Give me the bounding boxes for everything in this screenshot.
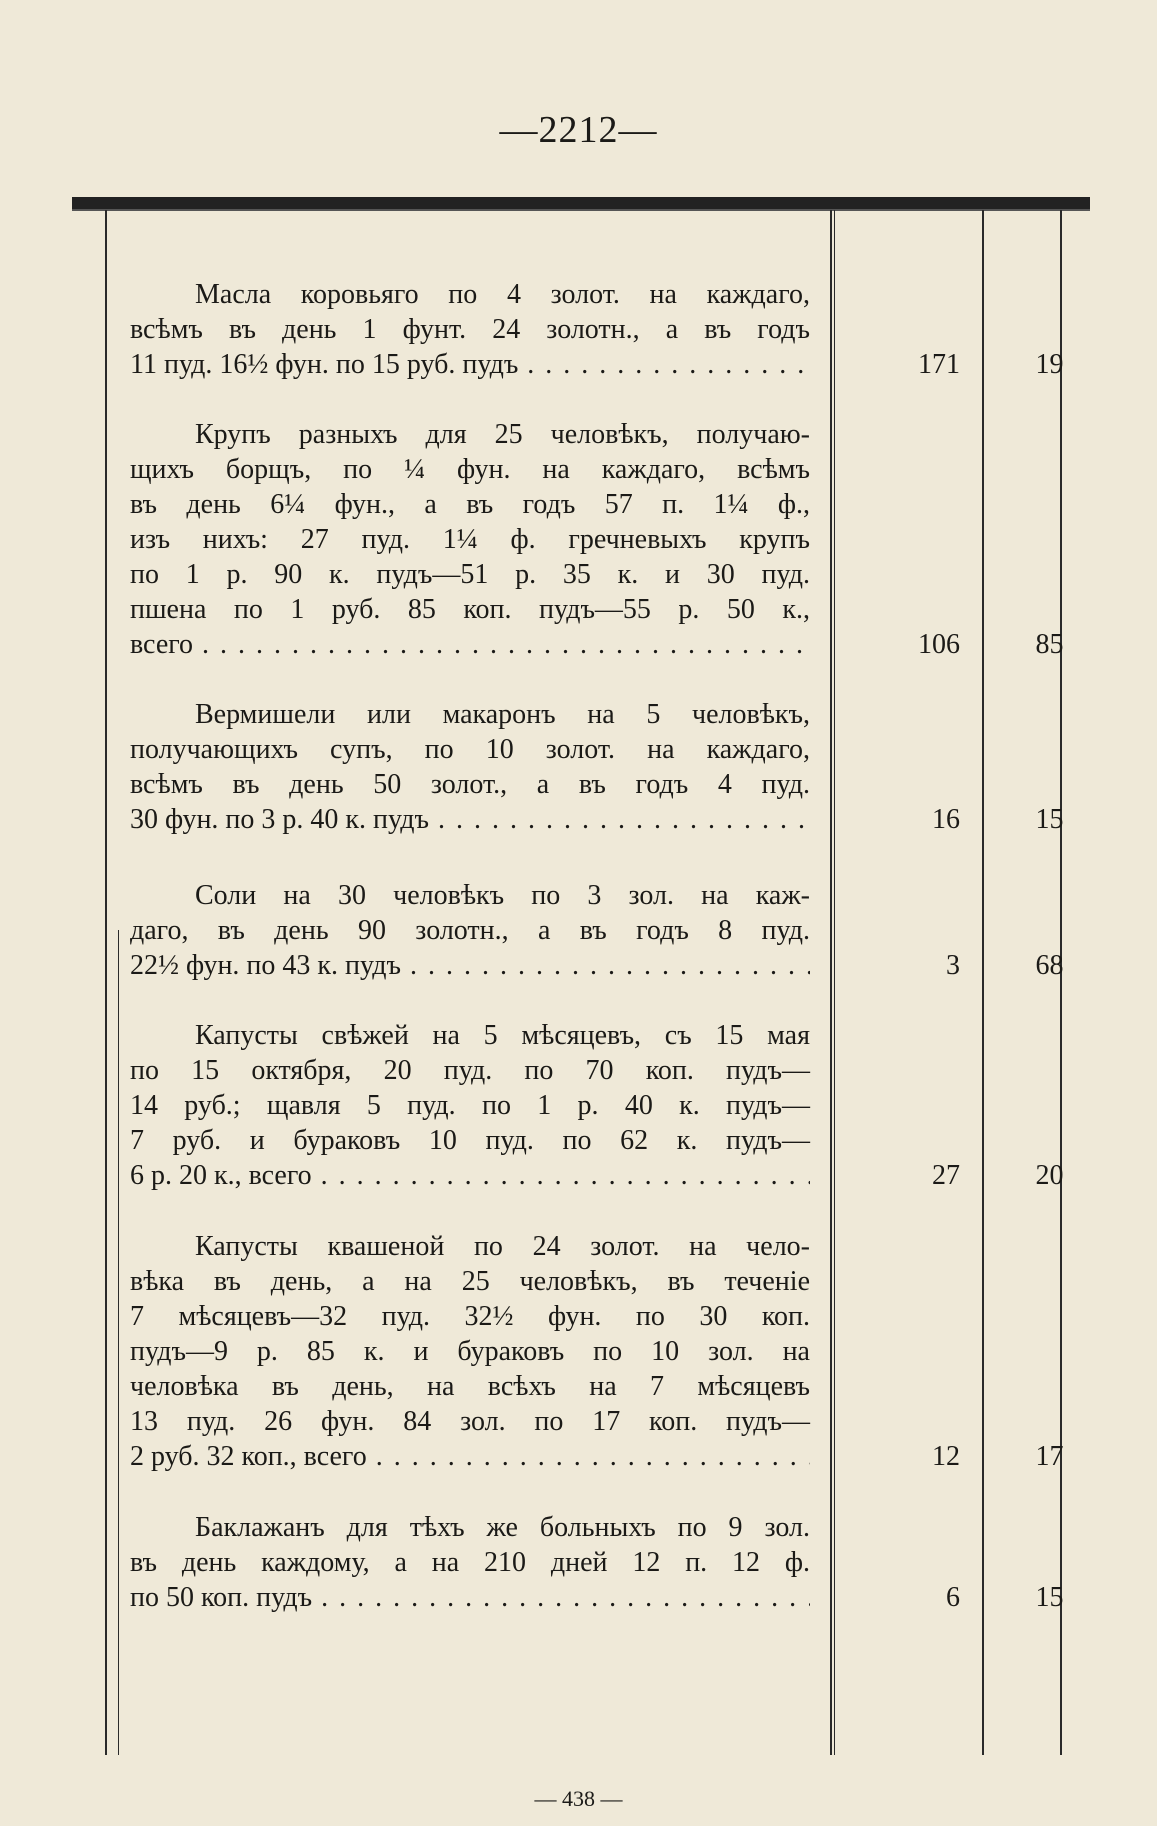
top-rule — [72, 197, 1090, 211]
entry-line-text: вѣка въ день, а на 25 человѣкъ, въ теченіе — [130, 1266, 810, 1297]
entry-line — [130, 1018, 1130, 1053]
entry-line — [130, 1334, 1130, 1369]
entry-line — [130, 1404, 1130, 1439]
entry-line-text: Вермишели или макаронъ на 5 человѣкъ, — [195, 699, 810, 730]
entry-line — [130, 1053, 1130, 1088]
entry-line-text: 30 фун. по 3 р. 40 к. пудъ . . . — [130, 802, 810, 837]
rubles-amount: 27 — [932, 1160, 960, 1191]
entry-line — [130, 487, 1130, 522]
entry-line — [130, 732, 1130, 767]
entry-line-text: 14 руб.; щавля 5 пуд. по 1 р. 40 к. пудъ— — [130, 1090, 810, 1121]
entry-line-text: Масла коровьяго по 4 золот. на каждаго, — [195, 279, 810, 310]
entry-line-text: по 15 октября, 20 пуд. по 70 коп. пудъ— — [130, 1055, 810, 1086]
entry-line-text: 7 руб. и бураковъ 10 пуд. по 62 к. пудъ— — [130, 1125, 810, 1156]
ledger-entry — [130, 417, 1130, 662]
entry-line-text: даго, въ день 90 золотн., а въ годъ 8 пуд. — [130, 915, 810, 946]
entry-line-text: пшена по 1 руб. 85 коп. пудъ—55 р. 50 к., — [130, 594, 810, 625]
entry-line — [130, 802, 1130, 837]
entry-line — [130, 627, 1130, 662]
entry-line — [130, 1158, 1130, 1193]
entry-line-text: по 50 коп. пудъ . . . — [130, 1580, 810, 1615]
kopecks-amount: 19 — [1035, 349, 1064, 380]
entry-line-text: Крупъ разныхъ для 25 человѣкъ, получаю- — [195, 419, 810, 450]
entry-line-text: всѣмъ въ день 50 золот., а въ годъ 4 пуд. — [130, 769, 810, 800]
entry-line — [130, 557, 1130, 592]
entry-line-text: Баклажанъ для тѣхъ же больныхъ по 9 зол. — [195, 1512, 810, 1543]
rubles-amount: 6 — [946, 1582, 960, 1613]
entry-line — [130, 277, 1130, 312]
rubles-amount: 171 — [918, 349, 960, 380]
footer-page-number: — 438 — — [534, 1786, 623, 1811]
entry-line-text: получающихъ супъ, по 10 золот. на каждаго, — [130, 734, 810, 765]
entry-line — [130, 1439, 1130, 1474]
entry-line-text: 13 пуд. 26 фун. 84 зол. по 17 коп. пудъ— — [130, 1406, 810, 1437]
rubles-amount: 16 — [932, 804, 960, 835]
entry-line — [130, 1510, 1130, 1545]
left-border-line — [105, 210, 107, 1755]
entry-line — [130, 522, 1130, 557]
entry-line — [130, 1123, 1130, 1158]
ledger-entry — [130, 277, 1130, 382]
entry-line-text: человѣка въ день, на всѣхъ на 7 мѣсяцевъ — [130, 1371, 810, 1402]
kopecks-amount: 68 — [1035, 950, 1064, 981]
kopecks-amount: 15 — [1035, 1582, 1064, 1613]
entry-line — [130, 1299, 1130, 1334]
entry-line-text: Капусты свѣжей на 5 мѣсяцевъ, съ 15 мая — [195, 1020, 810, 1051]
entry-line-text: всѣмъ въ день 1 фунт. 24 золотн., а въ годъ — [130, 314, 810, 345]
entry-line — [130, 1229, 1130, 1264]
entry-line — [130, 1264, 1130, 1299]
page-number: —2212— — [499, 109, 658, 151]
entry-line-text: 6 р. 20 к., всего . . . — [130, 1158, 810, 1193]
kopecks-amount: 20 — [1035, 1160, 1064, 1191]
entry-line-text: 22½ фун. по 43 к. пудъ . . . — [130, 948, 810, 983]
entry-line — [130, 913, 1130, 948]
kopecks-amount: 17 — [1035, 1441, 1064, 1472]
entry-line — [130, 347, 1130, 382]
entry-line-text: въ день 6¼ фун., а въ годъ 57 п. 1¼ ф., — [130, 489, 810, 520]
entry-line — [130, 417, 1130, 452]
left-inner-border-line — [118, 930, 119, 1755]
entry-line — [130, 592, 1130, 627]
ledger-entry — [130, 697, 1130, 837]
entry-line-text: пудъ—9 р. 85 к. и бураковъ по 10 зол. на — [130, 1336, 810, 1367]
entry-line — [130, 878, 1130, 913]
entry-line-text: всего . . . — [130, 627, 810, 662]
entry-line-text: изъ нихъ: 27 пуд. 1¼ ф. гречневыхъ крупъ — [130, 524, 810, 555]
entry-line — [130, 1369, 1130, 1404]
entry-line — [130, 767, 1130, 802]
entry-line — [130, 948, 1130, 983]
entry-line — [130, 1580, 1130, 1615]
kopecks-amount: 15 — [1035, 804, 1064, 835]
rubles-amount: 3 — [946, 950, 960, 981]
ledger-entry — [130, 1018, 1130, 1193]
rubles-amount: 106 — [918, 629, 960, 660]
entry-line — [130, 452, 1130, 487]
rubles-amount: 12 — [932, 1441, 960, 1472]
entry-line — [130, 697, 1130, 732]
entry-line-text: Соли на 30 человѣкъ по 3 зол. на каж- — [195, 880, 810, 911]
entry-line — [130, 1545, 1130, 1580]
entry-line-text: 7 мѣсяцевъ—32 пуд. 32½ фун. по 30 коп. — [130, 1301, 810, 1332]
entry-line-text: въ день каждому, а на 210 дней 12 п. 12 ф. — [130, 1547, 810, 1578]
entry-line-text: щихъ борщъ, по ¼ фун. на каждаго, всѣмъ — [130, 454, 810, 485]
entry-line — [130, 1088, 1130, 1123]
entry-line-text: по 1 р. 90 к. пудъ—51 р. 35 к. и 30 пуд. — [130, 559, 810, 590]
ledger-entry — [130, 1510, 1130, 1615]
ledger-entry — [130, 1229, 1130, 1474]
entry-line-text: 2 руб. 32 коп., всего . . . — [130, 1439, 810, 1474]
entry-line-text: 11 пуд. 16½ фун. по 15 руб. пудъ . . . — [130, 347, 810, 382]
kopecks-amount: 85 — [1035, 629, 1064, 660]
entry-line — [130, 312, 1130, 347]
ledger-entry — [130, 878, 1130, 983]
entry-line-text: Капусты квашеной по 24 золот. на чело- — [195, 1231, 810, 1262]
